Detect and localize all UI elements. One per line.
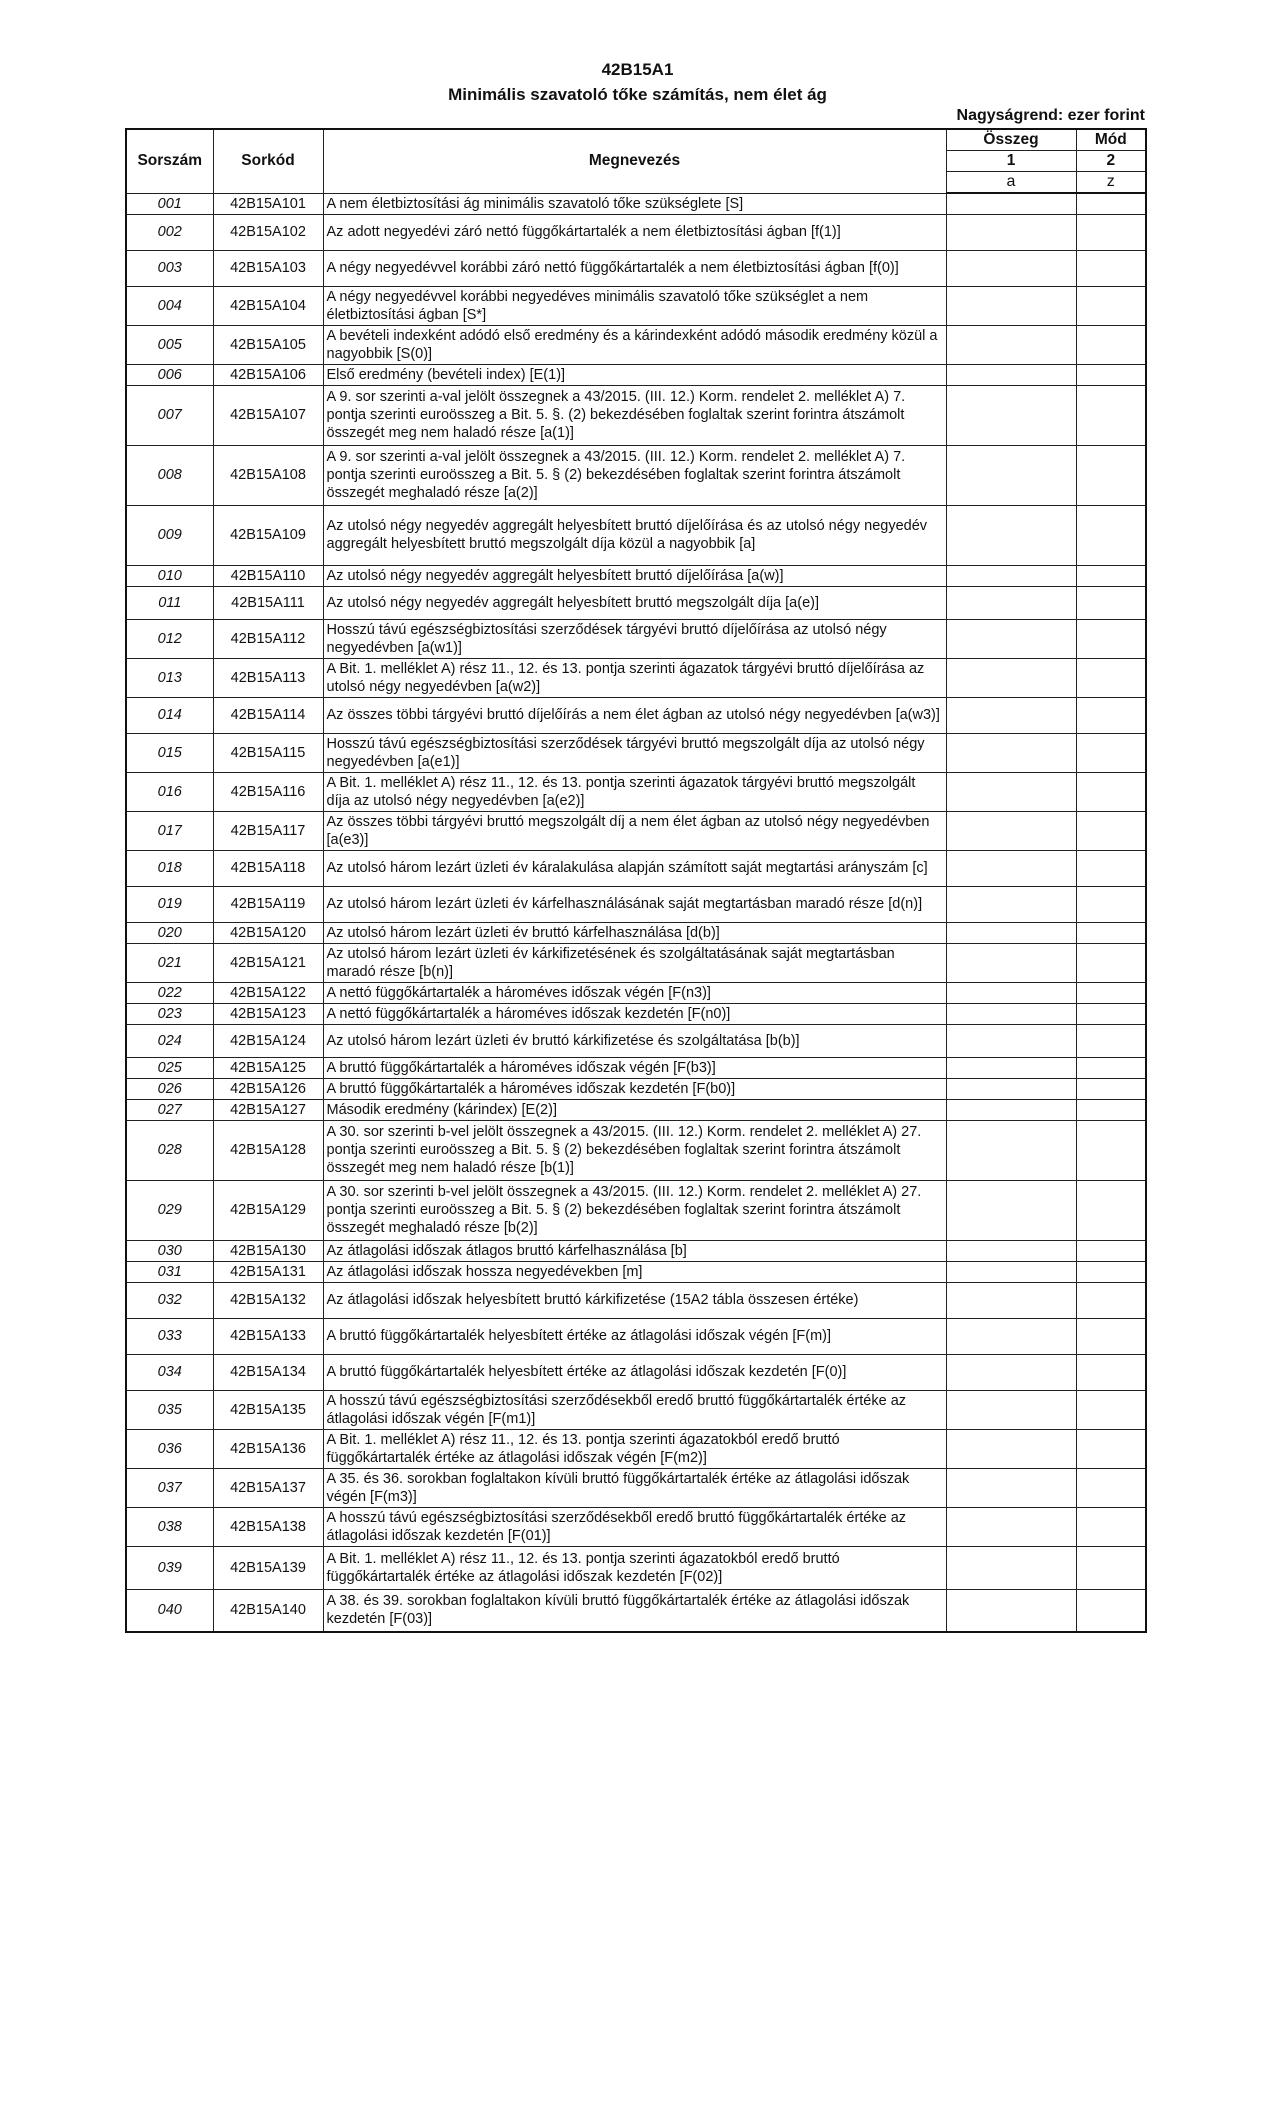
row-sorkod: 42B15A131 xyxy=(213,1261,323,1282)
row-sorszam: 032 xyxy=(126,1282,213,1318)
row-osszeg-cell[interactable] xyxy=(946,658,1076,697)
header-osszeg-letter: a xyxy=(946,172,1076,194)
row-sorkod: 42B15A116 xyxy=(213,772,323,811)
row-sorkod: 42B15A108 xyxy=(213,445,323,505)
row-osszeg-cell[interactable] xyxy=(946,214,1076,250)
table-body xyxy=(126,193,1146,1632)
row-osszeg-cell[interactable] xyxy=(946,1507,1076,1546)
row-sorszam: 017 xyxy=(126,811,213,850)
row-mod-cell[interactable] xyxy=(1076,658,1146,697)
row-mod-cell[interactable] xyxy=(1076,505,1146,565)
row-sorkod: 42B15A138 xyxy=(213,1507,323,1546)
row-megnevezes: A hosszú távú egészségbiztosítási szerződésekből eredő bruttó függőkártartalék értéke az átlagolási időszak kezdetén [F(01)] xyxy=(323,1507,946,1546)
row-megnevezes: A 30. sor szerinti b-vel jelölt összegnek a 43/2015. (III. 12.) Korm. rendelet 2. melléklet A) 27. pontja szerinti euroösszeg a Bit. 5. § (2) bekezdésében foglaltak szerint forintra átszámolt összegét meghaladó része [b(2)] xyxy=(323,1180,946,1240)
row-sorszam: 036 xyxy=(126,1429,213,1468)
row-sorszam: 015 xyxy=(126,733,213,772)
row-sorkod: 42B15A117 xyxy=(213,811,323,850)
table-row xyxy=(126,364,1146,385)
row-sorszam: 031 xyxy=(126,1261,213,1282)
row-sorszam: 023 xyxy=(126,1003,213,1024)
row-mod-cell[interactable] xyxy=(1076,1507,1146,1546)
row-sorkod: 42B15A110 xyxy=(213,565,323,586)
header-megnevezes: Megnevezés xyxy=(323,129,946,193)
table-row xyxy=(126,325,1146,364)
row-sorkod: 42B15A103 xyxy=(213,250,323,286)
row-mod-cell[interactable] xyxy=(1076,982,1146,1003)
row-mod-cell[interactable] xyxy=(1076,850,1146,886)
row-osszeg-cell[interactable] xyxy=(946,1589,1076,1632)
table-row xyxy=(126,982,1146,1003)
row-sorkod: 42B15A109 xyxy=(213,505,323,565)
table-row xyxy=(126,1120,1146,1180)
row-sorkod: 42B15A126 xyxy=(213,1078,323,1099)
table-row xyxy=(126,850,1146,886)
row-mod-cell[interactable] xyxy=(1076,922,1146,943)
row-megnevezes: Az utolsó négy negyedév aggregált helyesbített bruttó díjelőírása és az utolsó négy negyedév aggregált helyesbített bruttó megszolgált díja közül a nagyobbik [a] xyxy=(323,505,946,565)
row-osszeg-cell[interactable] xyxy=(946,250,1076,286)
row-mod-cell[interactable] xyxy=(1076,1099,1146,1120)
row-mod-cell[interactable] xyxy=(1076,772,1146,811)
table-row xyxy=(126,385,1146,445)
table-row xyxy=(126,1589,1146,1632)
table-row xyxy=(126,1390,1146,1429)
row-osszeg-cell[interactable] xyxy=(946,1024,1076,1057)
table-row xyxy=(126,1261,1146,1282)
row-sorszam: 013 xyxy=(126,658,213,697)
row-mod-cell[interactable] xyxy=(1076,1429,1146,1468)
row-osszeg-cell[interactable] xyxy=(946,325,1076,364)
row-osszeg-cell[interactable] xyxy=(946,886,1076,922)
row-megnevezes: A nem életbiztosítási ág minimális szavatoló tőke szükséglete [S] xyxy=(323,193,946,214)
row-megnevezes: Második eredmény (kárindex) [E(2)] xyxy=(323,1099,946,1120)
row-mod-cell[interactable] xyxy=(1076,1057,1146,1078)
row-megnevezes: Hosszú távú egészségbiztosítási szerződések tárgyévi bruttó díjelőírása az utolsó négy negyedévben [a(w1)] xyxy=(323,619,946,658)
row-sorszam: 010 xyxy=(126,565,213,586)
row-sorkod: 42B15A130 xyxy=(213,1240,323,1261)
table-row xyxy=(126,811,1146,850)
row-osszeg-cell[interactable] xyxy=(946,1354,1076,1390)
row-sorszam: 021 xyxy=(126,943,213,982)
row-megnevezes: Az átlagolási időszak hossza negyedévekben [m] xyxy=(323,1261,946,1282)
row-megnevezes: Hosszú távú egészségbiztosítási szerződések tárgyévi bruttó megszolgált díja az utolsó négy negyedévben [a(e1)] xyxy=(323,733,946,772)
row-osszeg-cell[interactable] xyxy=(946,1240,1076,1261)
table-row xyxy=(126,1507,1146,1546)
table-row xyxy=(126,193,1146,214)
table-row xyxy=(126,1180,1146,1240)
row-sorkod: 42B15A139 xyxy=(213,1546,323,1589)
row-megnevezes: Az összes többi tárgyévi bruttó díjelőírás a nem élet ágban az utolsó négy negyedévben [a(w3)] xyxy=(323,697,946,733)
row-osszeg-cell[interactable] xyxy=(946,1468,1076,1507)
row-mod-cell[interactable] xyxy=(1076,619,1146,658)
row-osszeg-cell[interactable] xyxy=(946,505,1076,565)
row-osszeg-cell[interactable] xyxy=(946,922,1076,943)
row-sorkod: 42B15A102 xyxy=(213,214,323,250)
row-megnevezes: A Bit. 1. melléklet A) rész 11., 12. és 13. pontja szerinti ágazatokból eredő bruttó függőkártartalék értéke az átlagolási időszak kezdetén [F(02)] xyxy=(323,1546,946,1589)
row-sorszam: 003 xyxy=(126,250,213,286)
unit-label: Nagyságrend: ezer forint xyxy=(956,107,1145,124)
row-mod-cell[interactable] xyxy=(1076,1468,1146,1507)
row-megnevezes: Első eredmény (bevételi index) [E(1)] xyxy=(323,364,946,385)
table-row xyxy=(126,1057,1146,1078)
row-sorszam: 018 xyxy=(126,850,213,886)
row-sorkod: 42B15A106 xyxy=(213,364,323,385)
row-mod-cell[interactable] xyxy=(1076,1003,1146,1024)
row-sorszam: 011 xyxy=(126,586,213,619)
table-row xyxy=(126,1240,1146,1261)
row-sorkod: 42B15A113 xyxy=(213,658,323,697)
row-sorkod: 42B15A122 xyxy=(213,982,323,1003)
row-osszeg-cell[interactable] xyxy=(946,772,1076,811)
table-row xyxy=(126,733,1146,772)
row-sorszam: 007 xyxy=(126,385,213,445)
row-sorszam: 039 xyxy=(126,1546,213,1589)
row-sorszam: 005 xyxy=(126,325,213,364)
row-sorszam: 006 xyxy=(126,364,213,385)
row-osszeg-cell[interactable] xyxy=(946,1099,1076,1120)
row-mod-cell[interactable] xyxy=(1076,1261,1146,1282)
row-mod-cell[interactable] xyxy=(1076,697,1146,733)
row-sorkod: 42B15A105 xyxy=(213,325,323,364)
row-osszeg-cell[interactable] xyxy=(946,1180,1076,1240)
row-sorkod: 42B15A111 xyxy=(213,586,323,619)
row-sorszam: 040 xyxy=(126,1589,213,1632)
row-megnevezes: Az utolsó négy negyedév aggregált helyesbített bruttó díjelőírása [a(w)] xyxy=(323,565,946,586)
table-row xyxy=(126,1429,1146,1468)
row-osszeg-cell[interactable] xyxy=(946,193,1076,214)
row-mod-cell[interactable] xyxy=(1076,385,1146,445)
table-row xyxy=(126,619,1146,658)
row-sorkod: 42B15A128 xyxy=(213,1120,323,1180)
row-sorszam: 022 xyxy=(126,982,213,1003)
row-sorkod: 42B15A119 xyxy=(213,886,323,922)
row-osszeg-cell[interactable] xyxy=(946,1057,1076,1078)
row-mod-cell[interactable] xyxy=(1076,250,1146,286)
table-row xyxy=(126,445,1146,505)
table-row xyxy=(126,565,1146,586)
row-sorszam: 033 xyxy=(126,1318,213,1354)
header-osszeg-number: 1 xyxy=(946,151,1076,172)
row-megnevezes: A bruttó függőkártartalék a hároméves időszak kezdetén [F(b0)] xyxy=(323,1078,946,1099)
row-megnevezes: A 35. és 36. sorokban foglaltakon kívüli bruttó függőkártartalék értéke az átlagolási időszak végén [F(m3)] xyxy=(323,1468,946,1507)
row-sorszam: 038 xyxy=(126,1507,213,1546)
row-sorkod: 42B15A127 xyxy=(213,1099,323,1120)
row-megnevezes: Az átlagolási időszak átlagos bruttó kárfelhasználása [b] xyxy=(323,1240,946,1261)
row-sorkod: 42B15A136 xyxy=(213,1429,323,1468)
row-sorkod: 42B15A121 xyxy=(213,943,323,982)
header-osszeg: Összeg xyxy=(946,129,1076,151)
row-megnevezes: A nettó függőkártartalék a hároméves időszak végén [F(n3)] xyxy=(323,982,946,1003)
row-mod-cell[interactable] xyxy=(1076,286,1146,325)
table-row xyxy=(126,922,1146,943)
row-mod-cell[interactable] xyxy=(1076,886,1146,922)
row-osszeg-cell[interactable] xyxy=(946,811,1076,850)
row-mod-cell[interactable] xyxy=(1076,811,1146,850)
row-megnevezes: Az utolsó három lezárt üzleti év káralakulása alapján számított saját megtartási arányszám [c] xyxy=(323,850,946,886)
row-mod-cell[interactable] xyxy=(1076,193,1146,214)
row-mod-cell[interactable] xyxy=(1076,1282,1146,1318)
row-osszeg-cell[interactable] xyxy=(946,1078,1076,1099)
row-osszeg-cell[interactable] xyxy=(946,1003,1076,1024)
table-row xyxy=(126,286,1146,325)
header-mod-letter: z xyxy=(1076,172,1146,194)
row-mod-cell[interactable] xyxy=(1076,565,1146,586)
row-osszeg-cell[interactable] xyxy=(946,286,1076,325)
table-row xyxy=(126,943,1146,982)
row-sorkod: 42B15A118 xyxy=(213,850,323,886)
row-osszeg-cell[interactable] xyxy=(946,1429,1076,1468)
row-mod-cell[interactable] xyxy=(1076,1120,1146,1180)
row-mod-cell[interactable] xyxy=(1076,1180,1146,1240)
row-sorszam: 026 xyxy=(126,1078,213,1099)
row-sorkod: 42B15A123 xyxy=(213,1003,323,1024)
row-sorszam: 037 xyxy=(126,1468,213,1507)
row-megnevezes: Az összes többi tárgyévi bruttó megszolgált díj a nem élet ágban az utolsó négy negyedévben [a(e3)] xyxy=(323,811,946,850)
row-mod-cell[interactable] xyxy=(1076,1024,1146,1057)
row-megnevezes: A hosszú távú egészségbiztosítási szerződésekből eredő bruttó függőkártartalék értéke az átlagolási időszak végén [F(m1)] xyxy=(323,1390,946,1429)
row-sorszam: 002 xyxy=(126,214,213,250)
table-row xyxy=(126,1078,1146,1099)
row-sorszam: 034 xyxy=(126,1354,213,1390)
table-row xyxy=(126,1024,1146,1057)
row-sorszam: 004 xyxy=(126,286,213,325)
row-megnevezes: A 9. sor szerinti a-val jelölt összegnek a 43/2015. (III. 12.) Korm. rendelet 2. melléklet A) 7. pontja szerinti euroösszeg a Bit. 5. §. (2) bekezdésében foglaltak szerint forintra átszámolt összegét meg nem haladó része [a(1)] xyxy=(323,385,946,445)
row-osszeg-cell[interactable] xyxy=(946,586,1076,619)
row-mod-cell[interactable] xyxy=(1076,733,1146,772)
table-row xyxy=(126,1546,1146,1589)
row-sorkod: 42B15A125 xyxy=(213,1057,323,1078)
row-mod-cell[interactable] xyxy=(1076,364,1146,385)
row-sorszam: 024 xyxy=(126,1024,213,1057)
row-mod-cell[interactable] xyxy=(1076,1354,1146,1390)
row-sorkod: 42B15A140 xyxy=(213,1589,323,1632)
row-sorszam: 019 xyxy=(126,886,213,922)
row-sorkod: 42B15A135 xyxy=(213,1390,323,1429)
row-megnevezes: A Bit. 1. melléklet A) rész 11., 12. és 13. pontja szerinti ágazatokból eredő bruttó függőkártartalék értéke az átlagolási időszak végén [F(m2)] xyxy=(323,1429,946,1468)
row-megnevezes: A 38. és 39. sorokban foglaltakon kívüli bruttó függőkártartalék értéke az átlagolási időszak kezdetén [F(03)] xyxy=(323,1589,946,1632)
row-osszeg-cell[interactable] xyxy=(946,943,1076,982)
row-mod-cell[interactable] xyxy=(1076,586,1146,619)
row-megnevezes: A bevételi indexként adódó első eredmény és a kárindexként adódó második eredmény közül a nagyobbik [S(0)] xyxy=(323,325,946,364)
table-row xyxy=(126,1354,1146,1390)
row-sorkod: 42B15A107 xyxy=(213,385,323,445)
row-mod-cell[interactable] xyxy=(1076,445,1146,505)
row-megnevezes: A négy negyedévvel korábbi negyedéves minimális szavatoló tőke szükséglet a nem életbiztosítási ágban [S*] xyxy=(323,286,946,325)
row-sorkod: 42B15A112 xyxy=(213,619,323,658)
table-row xyxy=(126,658,1146,697)
row-osszeg-cell[interactable] xyxy=(946,445,1076,505)
row-sorszam: 012 xyxy=(126,619,213,658)
row-sorkod: 42B15A101 xyxy=(213,193,323,214)
row-osszeg-cell[interactable] xyxy=(946,1120,1076,1180)
row-osszeg-cell[interactable] xyxy=(946,850,1076,886)
row-sorszam: 030 xyxy=(126,1240,213,1261)
row-megnevezes: A 30. sor szerinti b-vel jelölt összegnek a 43/2015. (III. 12.) Korm. rendelet 2. melléklet A) 27. pontja szerinti euroösszeg a Bit. 5. § (2) bekezdésében foglaltak szerint forintra átszámolt összegét meg nem haladó része [b(1)] xyxy=(323,1120,946,1180)
row-osszeg-cell[interactable] xyxy=(946,697,1076,733)
row-sorszam: 035 xyxy=(126,1390,213,1429)
row-sorkod: 42B15A114 xyxy=(213,697,323,733)
table-row xyxy=(126,1468,1146,1507)
row-sorszam: 009 xyxy=(126,505,213,565)
row-megnevezes: A bruttó függőkártartalék helyesbített értéke az átlagolási időszak végén [F(m)] xyxy=(323,1318,946,1354)
row-megnevezes: Az utolsó három lezárt üzleti év kárkifizetésének és szolgáltatásának saját megtartásban maradó része [b(n)] xyxy=(323,943,946,982)
row-osszeg-cell[interactable] xyxy=(946,619,1076,658)
header-sorkod: Sorkód xyxy=(213,129,323,193)
table-row xyxy=(126,1003,1146,1024)
table-row xyxy=(126,250,1146,286)
row-sorkod: 42B15A137 xyxy=(213,1468,323,1507)
row-osszeg-cell[interactable] xyxy=(946,385,1076,445)
row-sorkod: 42B15A115 xyxy=(213,733,323,772)
row-sorszam: 014 xyxy=(126,697,213,733)
row-mod-cell[interactable] xyxy=(1076,1390,1146,1429)
table-row xyxy=(126,1318,1146,1354)
row-megnevezes: A Bit. 1. melléklet A) rész 11., 12. és 13. pontja szerinti ágazatok tárgyévi bruttó megszolgált díja az utolsó négy negyedévben [a(e2)] xyxy=(323,772,946,811)
row-osszeg-cell[interactable] xyxy=(946,1390,1076,1429)
row-osszeg-cell[interactable] xyxy=(946,1546,1076,1589)
report-title: Minimális szavatoló tőke számítás, nem élet ág xyxy=(448,85,827,104)
row-sorszam: 008 xyxy=(126,445,213,505)
row-mod-cell[interactable] xyxy=(1076,943,1146,982)
row-megnevezes: A bruttó függőkártartalék a hároméves időszak végén [F(b3)] xyxy=(323,1057,946,1078)
table-row xyxy=(126,1282,1146,1318)
report-table xyxy=(125,128,1147,1633)
row-megnevezes: Az utolsó három lezárt üzleti év bruttó kárkifizetése és szolgáltatása [b(b)] xyxy=(323,1024,946,1057)
row-osszeg-cell[interactable] xyxy=(946,982,1076,1003)
table-row xyxy=(126,772,1146,811)
row-sorszam: 028 xyxy=(126,1120,213,1180)
table-row xyxy=(126,505,1146,565)
row-sorkod: 42B15A133 xyxy=(213,1318,323,1354)
row-megnevezes: Az adott negyedévi záró nettó függőkártartalék a nem életbiztosítási ágban [f(1)] xyxy=(323,214,946,250)
table-row xyxy=(126,586,1146,619)
row-sorkod: 42B15A104 xyxy=(213,286,323,325)
row-mod-cell[interactable] xyxy=(1076,214,1146,250)
row-osszeg-cell[interactable] xyxy=(946,565,1076,586)
row-osszeg-cell[interactable] xyxy=(946,1282,1076,1318)
table-row xyxy=(126,1099,1146,1120)
row-mod-cell[interactable] xyxy=(1076,1318,1146,1354)
row-megnevezes: A bruttó függőkártartalék helyesbített értéke az átlagolási időszak kezdetén [F(0)] xyxy=(323,1354,946,1390)
row-megnevezes: Az utolsó négy negyedév aggregált helyesbített bruttó megszolgált díja [a(e)] xyxy=(323,586,946,619)
header-mod: Mód xyxy=(1076,129,1146,151)
row-sorkod: 42B15A132 xyxy=(213,1282,323,1318)
row-osszeg-cell[interactable] xyxy=(946,733,1076,772)
header-sorszam: Sorszám xyxy=(126,129,213,193)
row-mod-cell[interactable] xyxy=(1076,325,1146,364)
row-mod-cell[interactable] xyxy=(1076,1546,1146,1589)
row-sorkod: 42B15A124 xyxy=(213,1024,323,1057)
row-megnevezes: Az utolsó három lezárt üzleti év kárfelhasználásának saját megtartásban maradó része [d(n)] xyxy=(323,886,946,922)
table-row xyxy=(126,886,1146,922)
report-code: 42B15A1 xyxy=(601,60,674,79)
row-osszeg-cell[interactable] xyxy=(946,364,1076,385)
row-megnevezes: A Bit. 1. melléklet A) rész 11., 12. és 13. pontja szerinti ágazatok tárgyévi bruttó díjelőírása az utolsó négy negyedévben [a(w2)] xyxy=(323,658,946,697)
row-megnevezes: A 9. sor szerinti a-val jelölt összegnek a 43/2015. (III. 12.) Korm. rendelet 2. melléklet A) 7. pontja szerinti euroösszeg a Bit. 5. § (2) bekezdésében foglaltak szerint forintra átszámolt összegét meghaladó része [a(2)] xyxy=(323,445,946,505)
row-sorkod: 42B15A134 xyxy=(213,1354,323,1390)
row-megnevezes: A négy negyedévvel korábbi záró nettó függőkártartalék a nem életbiztosítási ágban [f(0)] xyxy=(323,250,946,286)
row-sorszam: 027 xyxy=(126,1099,213,1120)
row-sorszam: 020 xyxy=(126,922,213,943)
row-sorkod: 42B15A120 xyxy=(213,922,323,943)
row-mod-cell[interactable] xyxy=(1076,1240,1146,1261)
header-mod-number: 2 xyxy=(1076,151,1146,172)
row-osszeg-cell[interactable] xyxy=(946,1261,1076,1282)
row-megnevezes: Az utolsó három lezárt üzleti év bruttó kárfelhasználása [d(b)] xyxy=(323,922,946,943)
row-mod-cell[interactable] xyxy=(1076,1589,1146,1632)
row-sorszam: 016 xyxy=(126,772,213,811)
row-osszeg-cell[interactable] xyxy=(946,1318,1076,1354)
row-sorszam: 001 xyxy=(126,193,213,214)
row-sorkod: 42B15A129 xyxy=(213,1180,323,1240)
row-sorszam: 025 xyxy=(126,1057,213,1078)
row-megnevezes: A nettó függőkártartalék a hároméves időszak kezdetén [F(n0)] xyxy=(323,1003,946,1024)
table-row xyxy=(126,697,1146,733)
row-sorszam: 029 xyxy=(126,1180,213,1240)
row-mod-cell[interactable] xyxy=(1076,1078,1146,1099)
row-megnevezes: Az átlagolási időszak helyesbített bruttó kárkifizetése (15A2 tábla összesen értéke) xyxy=(323,1282,946,1318)
table-row xyxy=(126,214,1146,250)
